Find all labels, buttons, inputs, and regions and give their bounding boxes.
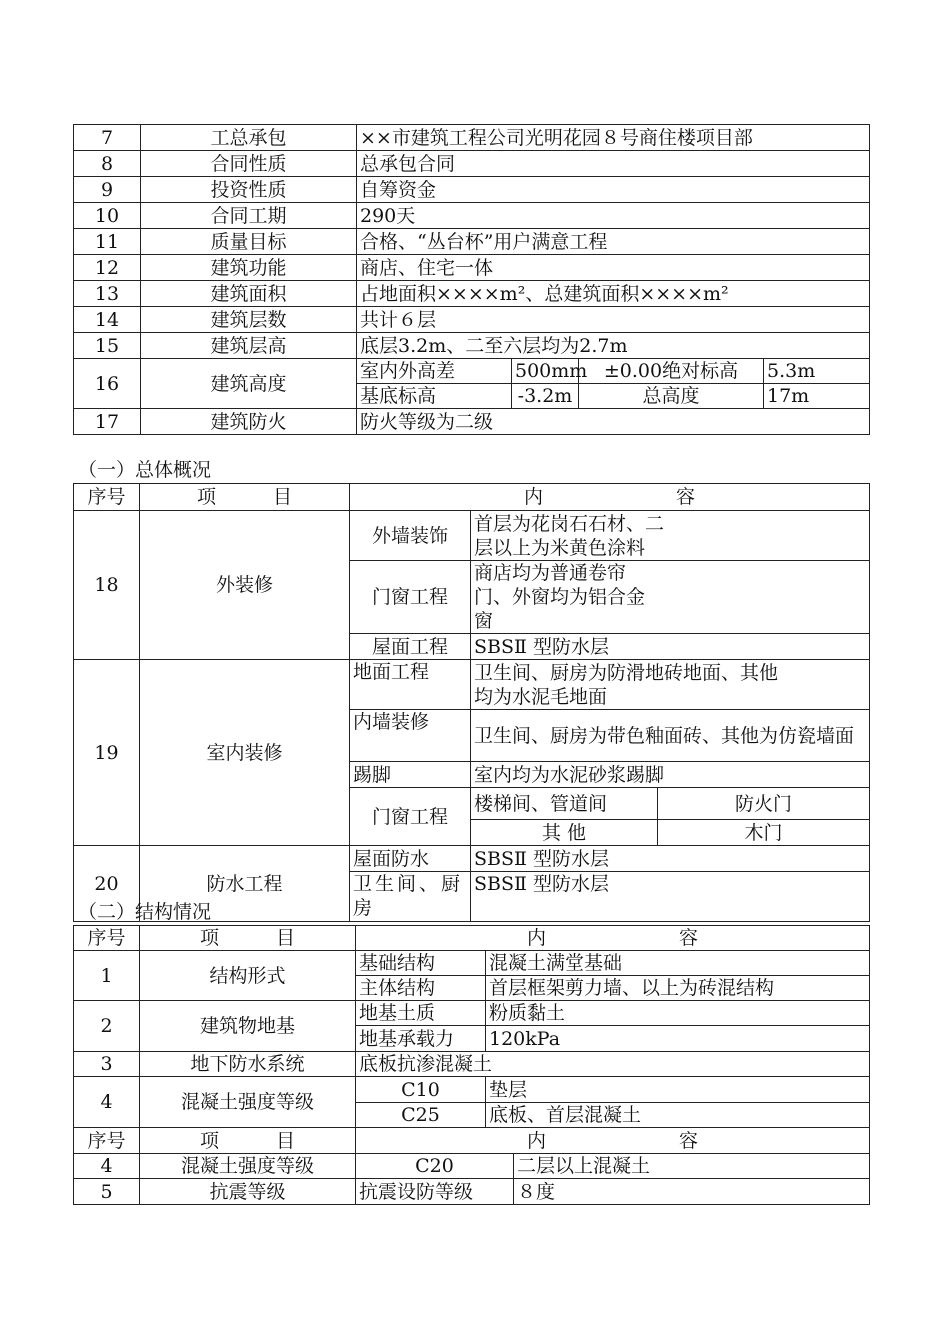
row-no: 4 <box>74 1154 140 1179</box>
project-info-table <box>73 124 870 435</box>
table-row <box>74 333 870 359</box>
sub-content: 室内均为水泥砂浆踢脚 <box>471 762 870 788</box>
table-row <box>74 255 870 281</box>
sub-content: 120kPa <box>486 1026 870 1052</box>
row-item: 混凝土强度等级 <box>140 1154 356 1179</box>
table-row <box>74 203 870 229</box>
header-no: 序号 <box>74 484 140 511</box>
row-no: 19 <box>74 660 140 846</box>
sub-content: SBSⅡ 型防水层 <box>471 634 870 660</box>
header-content: 内 容 <box>350 484 870 511</box>
door-scope: 其 他 <box>471 820 658 846</box>
row-item: 合同性质 <box>141 151 357 177</box>
sub-content: 混凝土满堂基础 <box>486 951 870 976</box>
sub-content: SBSⅡ 型防水层 <box>471 872 870 922</box>
row-content: 总承包合同 <box>357 151 870 177</box>
header-content: 内 容 <box>356 1128 870 1154</box>
sub-item: 屋面工程 <box>350 634 471 660</box>
row-no: 20 <box>74 846 140 922</box>
table-row <box>74 151 870 177</box>
row-content: ××市建筑工程公司光明花园８号商住楼项目部 <box>357 125 870 151</box>
table-row <box>74 307 870 333</box>
height-value: 17m <box>764 384 870 409</box>
door-type: 防火门 <box>658 788 870 820</box>
row-item: 投资性质 <box>141 177 357 203</box>
header-item: 项 目 <box>140 926 356 951</box>
header-item: 项 目 <box>140 484 350 511</box>
row-content: 防火等级为二级 <box>357 409 870 435</box>
row-item: 建筑功能 <box>141 255 357 281</box>
row-no: 18 <box>74 511 140 660</box>
door-type: 木门 <box>658 820 870 846</box>
table-row <box>74 177 870 203</box>
row-item: 外装修 <box>140 511 350 660</box>
sub-content: 垫层 <box>486 1077 870 1103</box>
sub-item: 地基承载力 <box>356 1026 486 1052</box>
header-item: 项 目 <box>140 1128 356 1154</box>
sub-item: 屋面防水 <box>350 846 471 872</box>
sub-item: C20 <box>356 1154 514 1179</box>
row-no: 12 <box>74 255 141 281</box>
sub-content: 商店均为普通卷帘门、外窗均为铝合金窗 <box>471 561 870 634</box>
row-no: 14 <box>74 307 141 333</box>
sub-item: 外墙装饰 <box>350 511 471 561</box>
row-item: 建筑高度 <box>141 359 357 409</box>
row-no: 3 <box>74 1052 140 1077</box>
section-caption-overview: （一）总体概况 <box>78 459 212 481</box>
sub-content: 首层框架剪力墙、以上为砖混结构 <box>486 976 870 1001</box>
row-item: 室内装修 <box>140 660 350 846</box>
row-item: 抗震等级 <box>140 1179 356 1205</box>
sub-item: 卫生间、厨房 <box>350 872 471 922</box>
table-row <box>74 359 870 384</box>
row-item: 防水工程 <box>140 846 350 922</box>
height-value: 5.3m <box>764 359 870 384</box>
row-no: 10 <box>74 203 141 229</box>
row-content: 合格、“丛台杯”用户满意工程 <box>357 229 870 255</box>
sub-content: 粉质黏土 <box>486 1001 870 1026</box>
row-no: 15 <box>74 333 141 359</box>
sub-item: 地基土质 <box>356 1001 486 1026</box>
row-item: 建筑层数 <box>141 307 357 333</box>
sub-item: C10 <box>356 1077 486 1103</box>
structure-table <box>73 925 870 1205</box>
row-item: 合同工期 <box>141 203 357 229</box>
table-row <box>74 409 870 435</box>
row-no: 17 <box>74 409 141 435</box>
row-no: 16 <box>74 359 141 409</box>
table-row <box>74 281 870 307</box>
overview-table <box>73 483 870 922</box>
row-no: 9 <box>74 177 141 203</box>
row-no: 2 <box>74 1001 140 1052</box>
height-value: 500mm <box>512 359 579 384</box>
row-item: 混凝土强度等级 <box>140 1077 356 1128</box>
row-content: 290天 <box>357 203 870 229</box>
header-no: 序号 <box>74 1128 140 1154</box>
sub-content: 卫生间、厨房为防滑地砖地面、其他均为水泥毛地面 <box>471 660 870 710</box>
table-row <box>74 229 870 255</box>
row-content: 占地面积××××m²、总建筑面积××××m² <box>357 281 870 307</box>
row-no: 8 <box>74 151 141 177</box>
sub-content: 底板、首层混凝土 <box>486 1103 870 1128</box>
table-row <box>74 125 870 151</box>
row-item: 建筑防火 <box>141 409 357 435</box>
row-content: 底层3.2m、二至六层均为2.7m <box>357 333 870 359</box>
sub-item: 踢脚 <box>350 762 471 788</box>
header-no: 序号 <box>74 926 140 951</box>
sub-content: 卫生间、厨房为带色釉面砖、其他为仿瓷墙面 <box>471 710 870 762</box>
door-scope: 楼梯间、管道间 <box>471 788 658 820</box>
sub-item: 内墙装修 <box>350 710 471 762</box>
section-caption-structure: （二）结构情况 <box>78 901 212 923</box>
row-no: 13 <box>74 281 141 307</box>
sub-item: C25 <box>356 1103 486 1128</box>
sub-content: 二层以上混凝土 <box>514 1154 870 1179</box>
row-item: 工总承包 <box>141 125 357 151</box>
row-content: 自筹资金 <box>357 177 870 203</box>
height-label: 总高度 <box>579 384 764 409</box>
sub-item: 抗震设防等级 <box>356 1179 514 1205</box>
row-item: 质量目标 <box>141 229 357 255</box>
sub-item: 门窗工程 <box>350 788 471 846</box>
header-content: 内 容 <box>356 926 870 951</box>
row-no: 7 <box>74 125 141 151</box>
row-no: 4 <box>74 1077 140 1128</box>
sub-item: 地面工程 <box>350 660 471 710</box>
sub-content: 首层为花岗石石材、二层以上为米黄色涂料 <box>471 511 870 561</box>
row-item: 地下防水系统 <box>140 1052 356 1077</box>
sub-content: ８度 <box>514 1179 870 1205</box>
height-label: ±0.00绝对标高 <box>579 359 764 384</box>
row-no: 5 <box>74 1179 140 1205</box>
height-label: 室内外高差 <box>357 359 512 384</box>
row-item: 建筑物地基 <box>140 1001 356 1052</box>
sub-item: 基础结构 <box>356 951 486 976</box>
row-content: 底板抗渗混凝土 <box>356 1052 870 1077</box>
row-no: 11 <box>74 229 141 255</box>
height-value: -3.2m <box>512 384 579 409</box>
row-no: 1 <box>74 951 140 1001</box>
row-item: 建筑层高 <box>141 333 357 359</box>
row-content: 商店、住宅一体 <box>357 255 870 281</box>
height-label: 基底标高 <box>357 384 512 409</box>
sub-item: 门窗工程 <box>350 561 471 634</box>
row-item: 建筑面积 <box>141 281 357 307</box>
sub-item: 主体结构 <box>356 976 486 1001</box>
row-item: 结构形式 <box>140 951 356 1001</box>
row-content: 共计６层 <box>357 307 870 333</box>
sub-content: SBSⅡ 型防水层 <box>471 846 870 872</box>
